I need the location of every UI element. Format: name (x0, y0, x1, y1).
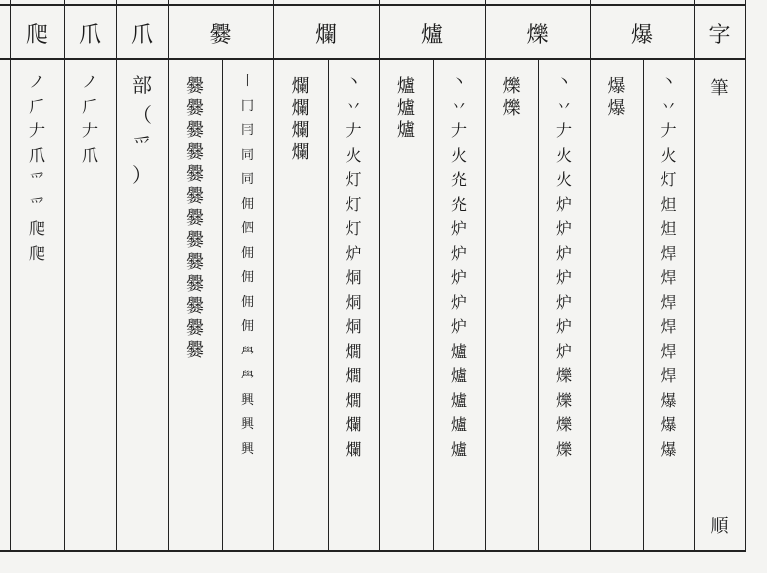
stroke-step: 丶 (345, 72, 362, 91)
stroke-step: 炉 (555, 243, 572, 263)
stroke-step: 興 (240, 441, 254, 457)
column-label (694, 0, 745, 573)
stack-char: 爨 (186, 340, 204, 361)
stroke-step: 炉 (450, 268, 467, 287)
stroke-step: 烔 (345, 292, 362, 312)
stroke-step: ノ (28, 72, 45, 91)
stroke-step: 爪 (81, 145, 98, 165)
stroke-step: 𠂇 (555, 121, 572, 140)
stroke-step: 丶 (555, 72, 572, 91)
stroke-step: 丷 (555, 96, 572, 116)
stack-char: 爨 (186, 120, 204, 141)
stack-char: 爍 (502, 98, 521, 119)
stack-char: 爐 (397, 98, 415, 119)
stroke-step: 𠂇 (28, 121, 45, 140)
stroke-step: 灮 (450, 194, 467, 214)
stroke-step: 燗 (345, 341, 362, 361)
stack-char: 爨 (186, 164, 204, 185)
stroke-step: 爍 (555, 390, 572, 410)
stroke-step: 炉 (450, 219, 467, 238)
stroke-step: ノ (81, 72, 98, 91)
column-header: 爍 (526, 23, 549, 48)
column-header: 字 (708, 23, 731, 48)
character-stack (485, 76, 538, 120)
radical-text: 部 (132, 73, 152, 97)
stroke-step: 爐 (450, 439, 467, 459)
stroke-step: 火 (660, 145, 677, 165)
stroke-step: 爐 (450, 415, 467, 434)
stroke-step: 焊 (660, 292, 677, 312)
column-cuan (168, 0, 273, 573)
stroke-step: 烔 (345, 317, 362, 336)
stroke-step: 丶 (660, 72, 677, 91)
stroke-step: 炉 (345, 243, 362, 263)
stroke-step: 興 (240, 417, 254, 432)
stroke-step: 爫 (28, 194, 45, 214)
stroke-step: 佣 (240, 270, 254, 285)
stroke-sequence (538, 70, 590, 462)
stack-char: 爐 (397, 76, 415, 97)
stroke-step: 焊 (660, 341, 677, 361)
stroke-step: 焊 (660, 366, 677, 385)
character-stack (168, 76, 222, 362)
stroke-step: 火 (555, 145, 572, 165)
stroke-step: 爛 (345, 439, 362, 459)
stroke-step: 𠂇 (660, 121, 677, 140)
column-header: 爪 (78, 23, 101, 48)
column-shuo (485, 0, 590, 573)
stroke-step: 炉 (555, 268, 572, 287)
stroke-sequence (64, 70, 116, 168)
stack-char: 爐 (397, 120, 415, 141)
stroke-step: 焊 (660, 317, 677, 336)
stroke-step: 灯 (660, 170, 677, 189)
stroke-step: 炟 (660, 219, 677, 238)
stroke-step: 炉 (555, 341, 572, 361)
label-bottom: 順 (710, 516, 729, 537)
character-stack (590, 76, 643, 120)
column-bao (590, 0, 694, 573)
stack-char: 爨 (186, 98, 204, 119)
stack-char: 爍 (502, 76, 521, 97)
stroke-sequence (328, 70, 379, 462)
stroke-step: 燗 (345, 390, 362, 410)
radical-text: ） (132, 163, 152, 187)
stroke-step: 爆 (660, 390, 677, 410)
stack-char: 爨 (186, 142, 204, 163)
stroke-step: 爆 (660, 439, 677, 459)
stroke-step: 𦥯 (240, 368, 254, 383)
character-stack (379, 76, 433, 142)
stroke-step: 爬 (28, 243, 45, 263)
stroke-step: 炉 (555, 194, 572, 214)
stroke-step: 丶 (450, 72, 467, 91)
stack-char: 爨 (186, 208, 204, 229)
stack-char: 爛 (291, 142, 310, 163)
stroke-step: 炉 (450, 317, 467, 336)
stack-char: 爨 (186, 296, 204, 317)
stroke-step: 佣 (240, 294, 254, 310)
stroke-step: 佣 (240, 245, 254, 261)
stroke-sequence (222, 70, 273, 462)
stroke-step: 火 (555, 170, 572, 189)
column-header: 爛 (314, 23, 337, 48)
stroke-step: 爐 (450, 366, 467, 385)
stroke-step: 炉 (555, 317, 572, 336)
stroke-step: 冃 (240, 123, 254, 138)
stroke-step: 灯 (345, 170, 362, 189)
column-header: 爆 (630, 23, 653, 48)
stroke-step: 伵 (240, 221, 254, 236)
stack-char: 爆 (607, 98, 626, 119)
stroke-step: 爐 (450, 390, 467, 410)
stroke-step: 焊 (660, 243, 677, 263)
stroke-step: 同 (240, 172, 254, 187)
column-lu (379, 0, 485, 573)
stack-char: 爛 (291, 120, 310, 141)
stroke-step: 丨 (240, 74, 254, 89)
stroke-step: 丷 (660, 96, 677, 116)
stroke-step: 烔 (345, 268, 362, 287)
stroke-step: 炉 (450, 292, 467, 312)
column-header: 爪 (130, 23, 153, 48)
stroke-step: 爬 (28, 219, 45, 238)
stroke-step: 佣 (240, 196, 254, 212)
stroke-step: 爫 (28, 170, 45, 189)
stroke-sequence (433, 70, 485, 462)
stack-char: 爆 (607, 76, 626, 97)
stroke-step: 燗 (345, 366, 362, 385)
stack-char: 爨 (186, 186, 204, 207)
stroke-step: 火 (345, 145, 362, 165)
stack-char: 爨 (186, 76, 204, 97)
stroke-step: 丷 (345, 96, 362, 116)
stroke-step: 𠂇 (450, 121, 467, 140)
character-stack (273, 76, 328, 164)
stroke-step: 𠂇 (345, 121, 362, 140)
stack-char: 爨 (186, 230, 204, 251)
stroke-step: 佣 (240, 319, 254, 334)
stroke-step: 灮 (450, 170, 467, 189)
column-header: 爐 (420, 23, 443, 48)
stack-char: 爨 (186, 252, 204, 273)
stroke-step: 爐 (450, 341, 467, 361)
stroke-step: 炉 (555, 292, 572, 312)
column-radical (116, 0, 168, 573)
stroke-step: 爪 (28, 145, 45, 165)
stack-char: 爨 (186, 318, 204, 339)
column-lan (273, 0, 379, 573)
stroke-step: 𠂇 (81, 121, 98, 140)
stack-char: 爛 (291, 98, 310, 119)
stroke-step: 𠂆 (81, 96, 98, 116)
stack-char: 爛 (291, 76, 310, 97)
column-header: 爬 (25, 23, 48, 48)
stroke-step: 𦥯 (240, 343, 254, 359)
stroke-step: 炟 (660, 194, 677, 214)
column-header: 爨 (209, 23, 232, 48)
stroke-step: 爆 (660, 415, 677, 434)
stroke-step: 爍 (555, 415, 572, 434)
stroke-step: 爍 (555, 439, 572, 459)
stroke-step: 爛 (345, 415, 362, 434)
radical-text: 爫 (132, 133, 152, 157)
stroke-step: 灯 (345, 194, 362, 214)
column-zhua (64, 0, 116, 573)
radical-text: （ (132, 103, 152, 127)
stroke-step: 𠂆 (28, 96, 45, 116)
stroke-step: 火 (450, 145, 467, 165)
stroke-step: 同 (240, 147, 254, 163)
stroke-step: 丷 (450, 96, 467, 116)
stroke-sequence (10, 70, 64, 266)
stack-char: 爨 (186, 274, 204, 295)
column-divider (745, 0, 746, 552)
stroke-step: 興 (240, 392, 254, 408)
radical-label (116, 70, 168, 190)
stroke-sequence (643, 70, 694, 462)
stroke-step: 冂 (240, 98, 254, 114)
stroke-step: 爍 (555, 366, 572, 385)
stroke-step: 焊 (660, 268, 677, 287)
column-pa (10, 0, 64, 573)
stroke-step: 炉 (450, 243, 467, 263)
stroke-step: 炉 (555, 219, 572, 238)
stroke-step: 灯 (345, 219, 362, 238)
label-top: 筆 (710, 78, 729, 99)
